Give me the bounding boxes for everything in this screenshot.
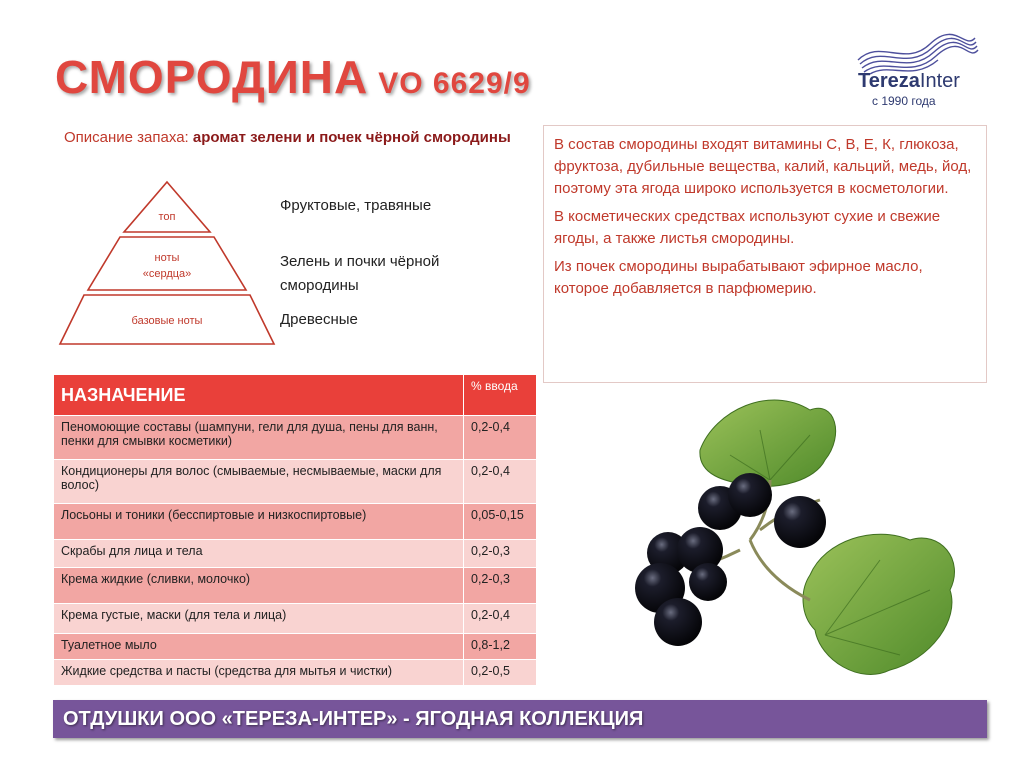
table-row	[54, 604, 537, 634]
info-paragraph: Из почек смородины вырабатывают эфирное масло, которое добавляется в парфюмерию.	[554, 258, 923, 297]
row-percent: 0,2-0,4	[464, 604, 537, 634]
pyramid-heart-label-2: «сердца»	[142, 268, 192, 280]
pyramid-top-label: топ	[158, 211, 176, 223]
table-header-row	[54, 375, 537, 416]
berry	[774, 496, 826, 548]
description-label: Описание запаха:	[64, 129, 189, 146]
berry	[728, 473, 772, 517]
row-purpose: Скрабы для лица и тела	[54, 540, 464, 568]
pyramid-base-label: базовые ноты	[131, 315, 203, 327]
row-percent: 0,2-0,4	[464, 416, 537, 460]
logo-brand: TerezaInter	[858, 70, 960, 92]
header-percent: % ввода	[464, 375, 537, 416]
header-purpose: НАЗНАЧЕНИЕ	[54, 375, 464, 416]
row-percent: 0,2-0,3	[464, 540, 537, 568]
scent-description	[64, 126, 514, 149]
leaf-top	[700, 400, 836, 486]
table-row	[54, 568, 537, 604]
row-purpose: Туалетное мыло	[54, 634, 464, 660]
berry	[654, 598, 702, 646]
footer-banner: ОТДУШКИ ООО «ТЕРЕЗА-ИНТЕР» - ЯГОДНАЯ КОЛЛЕКЦИЯ	[53, 700, 987, 738]
note-heart-1: Зелень и почки чёрной	[280, 253, 440, 270]
page-title	[55, 50, 531, 104]
table-row	[54, 660, 537, 686]
table-row	[54, 460, 537, 504]
title-main: СМОРОДИНА	[55, 51, 369, 103]
row-purpose: Кондиционеры для волос (смываемые, несмываемые, маски для волос)	[54, 460, 464, 504]
row-purpose: Крема жидкие (сливки, молочко)	[54, 568, 464, 604]
product-code: VO 6629/9	[378, 67, 531, 100]
note-base: Древесные	[280, 311, 358, 328]
row-percent: 0,8-1,2	[464, 634, 537, 660]
info-paragraph: В состав смородины входят витамины С, В, Е, К, глюкоза, фруктоза, дубильные вещества, калий, кальций, медь, йод, поэтому эта ягода широко используется в косметологии.	[554, 136, 972, 197]
row-purpose: Жидкие средства и пасты (средства для мытья и чистки)	[54, 660, 464, 686]
leaf-right	[803, 534, 954, 674]
table-row	[54, 540, 537, 568]
table-row	[54, 504, 537, 540]
row-percent: 0,05-0,15	[464, 504, 537, 540]
table-row	[54, 634, 537, 660]
row-percent: 0,2-0,4	[464, 460, 537, 504]
row-percent: 0,2-0,3	[464, 568, 537, 604]
row-percent: 0,2-0,5	[464, 660, 537, 686]
logo-since: с 1990 года	[872, 94, 936, 108]
usage-table	[53, 374, 537, 686]
note-heart-2: смородины	[280, 277, 359, 294]
info-box	[543, 125, 987, 383]
info-paragraph: В косметических средствах используют сухие и свежие ягоды, а также листья смородины.	[554, 208, 941, 247]
description-value: аромат зелени и почек чёрной смородины	[192, 129, 511, 146]
note-top: Фруктовые, травяные	[280, 197, 432, 214]
berry	[689, 563, 727, 601]
pyramid-heart-label-1: ноты	[154, 252, 180, 264]
row-purpose: Пеномоющие составы (шампуни, гели для душа, пены для ванн, пенки для смывки косметики)	[54, 416, 464, 460]
row-purpose: Крема густые, маски (для тела и лица)	[54, 604, 464, 634]
pyramid-top	[124, 182, 210, 232]
table-row	[54, 416, 537, 460]
blackcurrant-illustration	[620, 390, 990, 695]
row-purpose: Лосьоны и тоники (бесспиртовые и низкоспиртовые)	[54, 504, 464, 540]
